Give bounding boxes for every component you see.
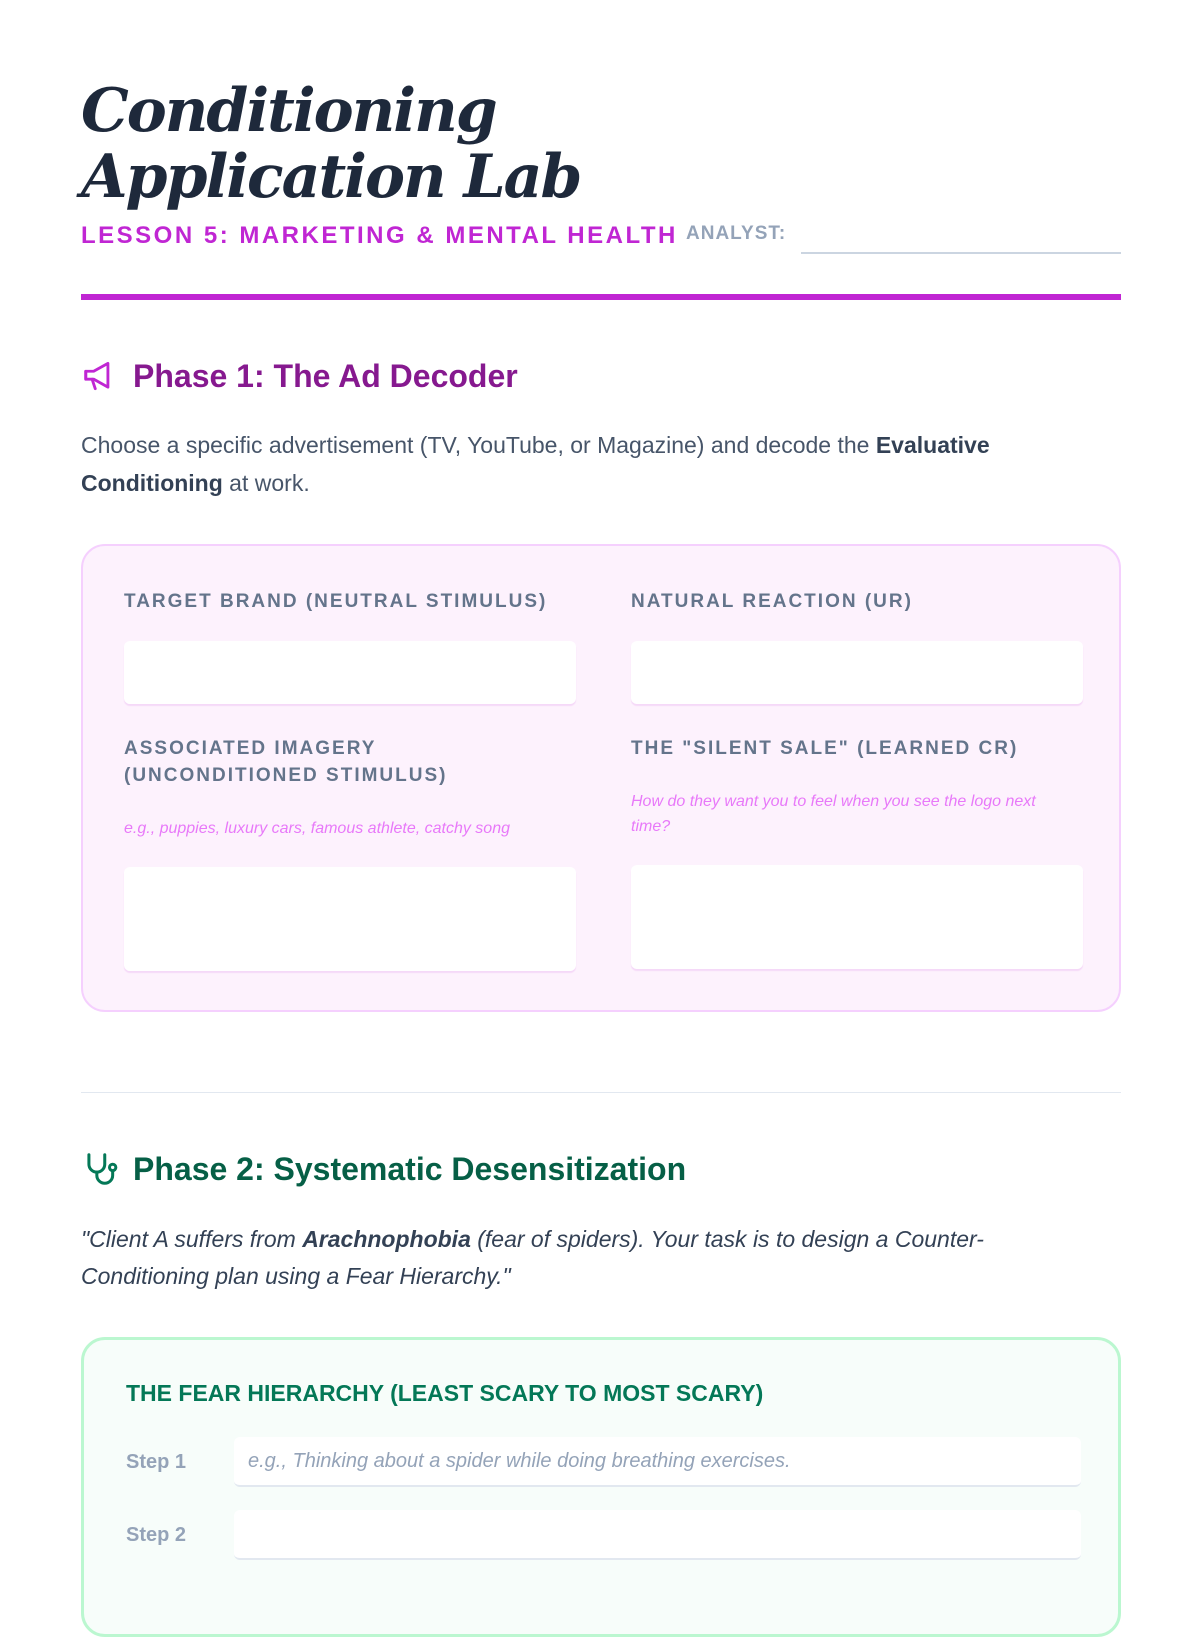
fear-hierarchy-title: THE FEAR HIERARCHY (LEAST SCARY TO MOST SCARY) <box>126 1380 764 1406</box>
title-line-2: Application Lab <box>81 142 581 212</box>
phase1-heading <box>81 357 518 395</box>
lesson-subtitle: LESSON 5: MARKETING & MENTAL HEALTH <box>81 222 678 249</box>
phase2-title: Phase 2: Systematic Desensitization <box>133 1150 687 1187</box>
ad-decoder-card <box>81 544 1121 1012</box>
step-1-label: Step 1 <box>126 1451 187 1473</box>
analyst-label: ANALYST: <box>686 223 787 244</box>
natural-reaction-field[interactable] <box>631 641 1083 704</box>
associated-imagery-field[interactable] <box>124 867 576 971</box>
associated-imagery-label-line2: (UNCONDITIONED STIMULUS) <box>124 765 448 786</box>
page-title <box>81 78 581 210</box>
silent-sale-hint <box>631 789 1036 839</box>
step-2-input[interactable] <box>234 1510 1081 1560</box>
intro-text: Choose a specific advertisement (TV, YouTube, or Magazine) and decode the <box>81 432 876 458</box>
target-brand-field[interactable] <box>124 641 576 704</box>
analyst-name-field[interactable] <box>801 252 1121 254</box>
intro-emphasis: Evaluative Conditioning <box>81 432 990 496</box>
associated-imagery-label <box>124 735 447 789</box>
section-divider <box>81 1092 1121 1093</box>
intro-text-end: at work. <box>222 470 310 496</box>
silent-sale-field[interactable] <box>631 865 1083 969</box>
silent-sale-hint-line1: How do they want you to feel when you see the logo next <box>631 793 1036 810</box>
associated-imagery-hint: e.g., puppies, luxury cars, famous athlete, catchy song <box>124 820 510 837</box>
scenario-text-line2: Conditioning plan using a Fear Hierarchy." <box>81 1263 511 1289</box>
header-divider <box>81 294 1121 300</box>
title-line-1: Conditioning <box>81 76 496 146</box>
silent-sale-hint-line2: time? <box>631 818 671 835</box>
fear-hierarchy-card <box>81 1337 1121 1637</box>
step-2-label: Step 2 <box>126 1524 187 1546</box>
target-brand-label: TARGET BRAND (NEUTRAL STIMULUS) <box>124 591 548 612</box>
scenario-emphasis: Arachnophobia <box>302 1226 471 1252</box>
associated-imagery-label-line1: ASSOCIATED IMAGERY <box>124 738 377 759</box>
megaphone-icon <box>81 357 119 395</box>
phase2-heading <box>81 1150 686 1188</box>
natural-reaction-label: NATURAL REACTION (UR) <box>631 591 913 612</box>
phase1-intro <box>81 426 1111 502</box>
scenario-text-cont: (fear of spiders). Your task is to design a Counter- <box>470 1226 984 1252</box>
phase2-scenario <box>81 1221 1111 1295</box>
phase1-title: Phase 1: The Ad Decoder <box>133 357 518 394</box>
step-1-input[interactable] <box>234 1437 1081 1487</box>
silent-sale-label: THE "SILENT SALE" (LEARNED CR) <box>631 738 1019 759</box>
stethoscope-icon <box>81 1150 119 1188</box>
scenario-text: "Client A suffers from <box>81 1226 303 1252</box>
